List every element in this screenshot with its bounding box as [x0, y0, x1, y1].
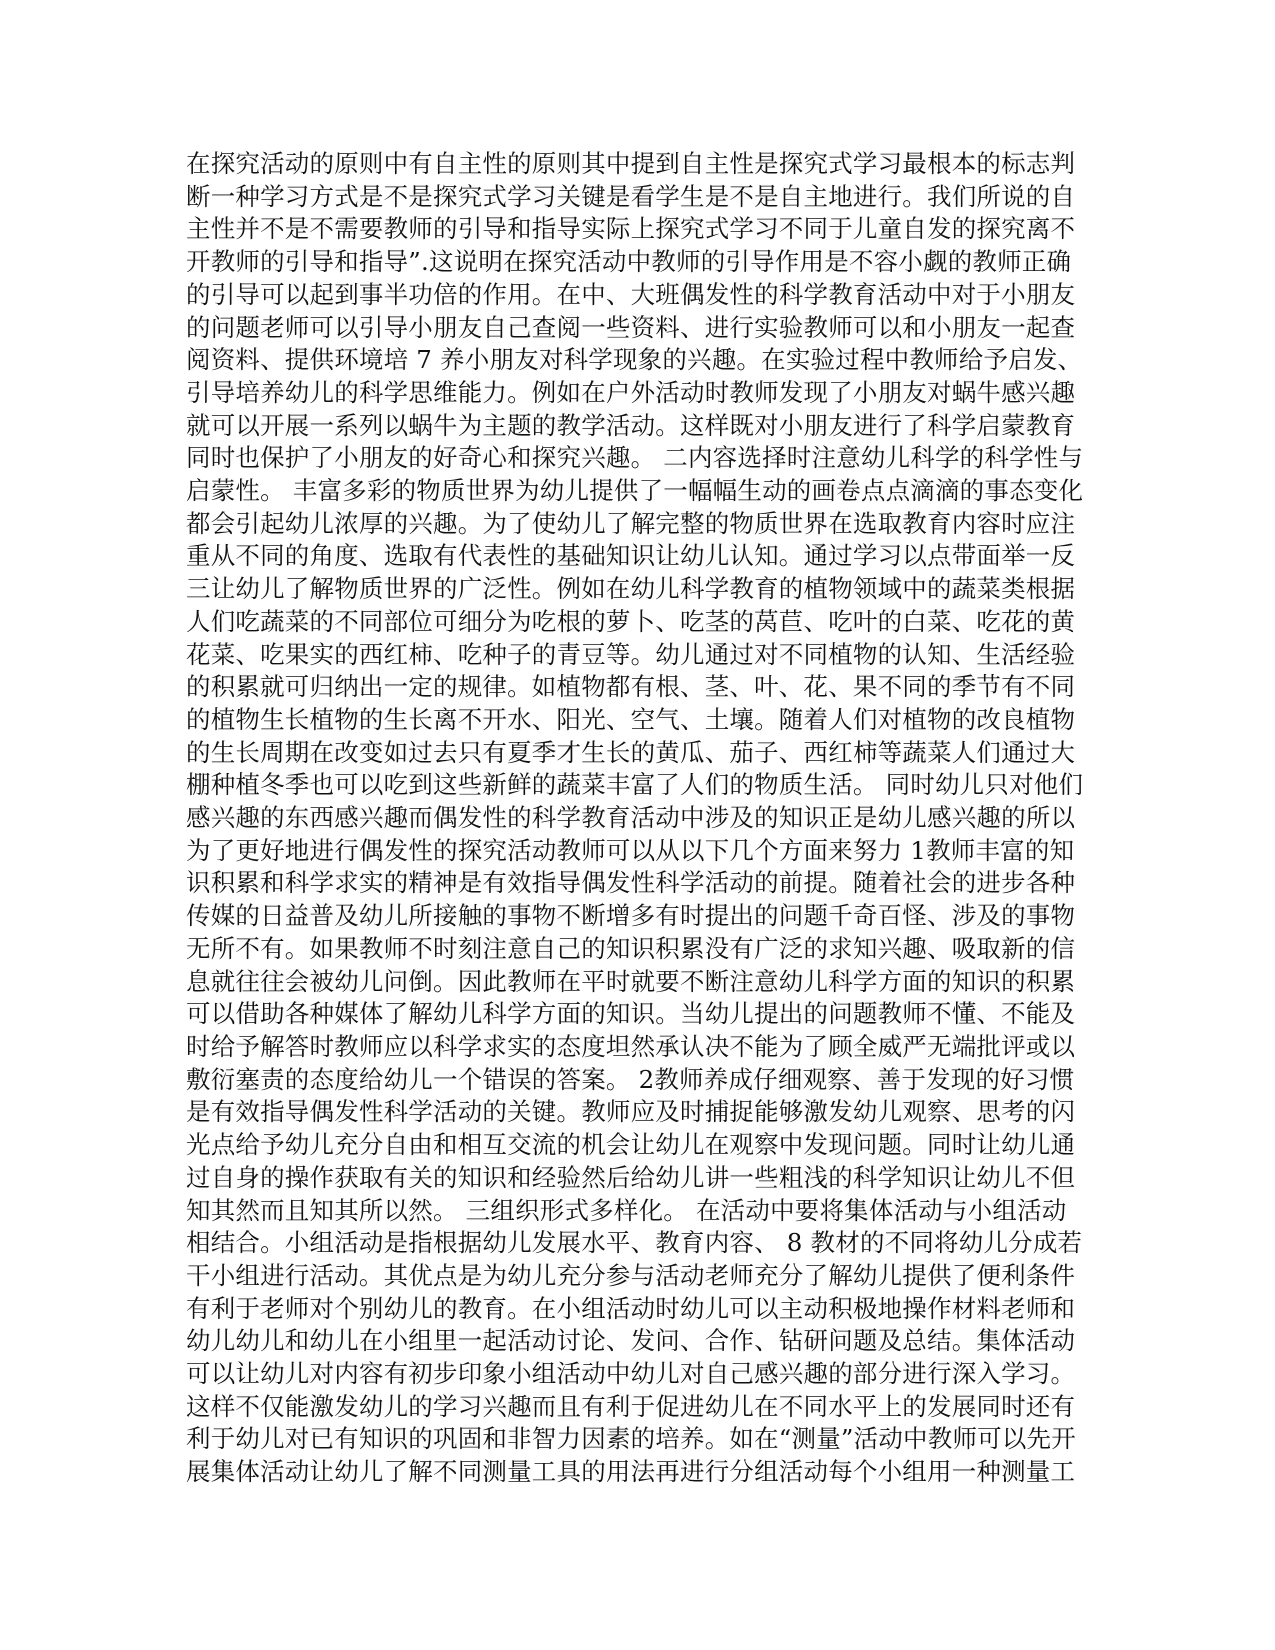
text-line: 引导培养幼儿的科学思维能力。例如在户外活动时教师发现了小朋友对蜗牛感兴趣 — [186, 377, 1076, 407]
text-line: 展集体活动让幼儿了解不同测量工具的用法再进行分组活动每个小组用一种测量工 — [186, 1457, 1076, 1487]
text-line: 是有效指导偶发性科学活动的关键。教师应及时捕捉能够激发幼儿观察、思考的闪 — [186, 1097, 1076, 1127]
text-line: 都会引起幼儿浓厚的兴趣。为了使幼儿了解完整的物质世界在选取教育内容时应注 — [186, 508, 1076, 538]
text-line: 就可以开展一系列以蜗牛为主题的教学活动。这样既对小朋友进行了科学启蒙教育 — [186, 410, 1076, 440]
text-line: 花菜、吃果实的西红柿、吃种子的青豆等。幼儿通过对不同植物的认知、生活经验 — [186, 639, 1076, 669]
text-line: 可以借助各种媒体了解幼儿科学方面的知识。当幼儿提出的问题教师不懂、不能及 — [186, 999, 1076, 1029]
text-line: 可以让幼儿对内容有初步印象小组活动中幼儿对自己感兴趣的部分进行深入学习。 — [186, 1359, 1076, 1389]
text-line: 识积累和科学求实的精神是有效指导偶发性科学活动的前提。随着社会的进步各种 — [186, 868, 1076, 898]
text-line: 棚种植冬季也可以吃到这些新鲜的蔬菜丰富了人们的物质生活。 同时幼儿只对他们 — [186, 770, 1084, 800]
text-line: 息就往往会被幼儿问倒。因此教师在平时就要不断注意幼儿科学方面的知识的积累 — [186, 966, 1076, 996]
text-line: 感兴趣的东西感兴趣而偶发性的科学教育活动中涉及的知识正是幼儿感兴趣的所以 — [186, 803, 1076, 833]
text-line: 过自身的操作获取有关的知识和经验然后给幼儿讲一些粗浅的科学知识让幼儿不但 — [186, 1162, 1076, 1192]
text-line: 有利于老师对个别幼儿的教育。在小组活动时幼儿可以主动积极地操作材料老师和 — [186, 1293, 1076, 1323]
text-line: 在探究活动的原则中有自主性的原则其中提到自主性是探究式学习最根本的标志判 — [186, 149, 1076, 178]
text-line: 干小组进行活动。其优点是为幼儿充分参与活动老师充分了解幼儿提供了便利条件 — [186, 1260, 1076, 1290]
text-line: 的生长周期在改变如过去只有夏季才生长的黄瓜、茄子、西红柿等蔬菜人们通过大 — [186, 737, 1076, 767]
text-line: 这样不仅能激发幼儿的学习兴趣而且有利于促进幼儿在不同水平上的发展同时还有 — [186, 1391, 1076, 1421]
text-line: 知其然而且知其所以然。 三组织形式多样化。 在活动中要将集体活动与小组活动 — [186, 1195, 1067, 1225]
text-line: 时给予解答时教师应以科学求实的态度坦然承认决不能为了顾全威严无端批评或以 — [186, 1031, 1076, 1061]
text-line: 人们吃蔬菜的不同部位可细分为吃根的萝卜、吃茎的莴苣、吃叶的白菜、吃花的黄 — [186, 606, 1076, 636]
text-line: 的问题老师可以引导小朋友自己查阅一些资料、进行实验教师可以和小朋友一起查 — [186, 312, 1076, 342]
text-line: 利于幼儿对已有知识的巩固和非智力因素的培养。如在“测量”活动中教师可以先开 — [186, 1424, 1076, 1454]
text-line: 无所不有。如果教师不时刻注意自己的知识积累没有广泛的求知兴趣、吸取新的信 — [186, 933, 1076, 963]
text-line: 相结合。小组活动是指根据幼儿发展水平、教育内容、 8 教材的不同将幼儿分成若 — [186, 1228, 1083, 1258]
text-line: 启蒙性。 丰富多彩的物质世界为幼儿提供了一幅幅生动的画卷点点滴滴的事态变化 — [186, 476, 1084, 506]
text-line: 光点给予幼儿充分自由和相互交流的机会让幼儿在观察中发现问题。同时让幼儿通 — [186, 1130, 1076, 1160]
text-line: 为了更好地进行偶发性的探究活动教师可以从以下几个方面来努力 1教师丰富的知 — [186, 835, 1075, 865]
text-line: 阅资料、提供环境培 7 养小朋友对科学现象的兴趣。在实验过程中教师给予启发、 — [186, 345, 1083, 375]
text-line: 开教师的引导和指导”.这说明在探究活动中教师的引导作用是不容小觑的教师正确 — [186, 247, 1072, 277]
text-line: 重从不同的角度、选取有代表性的基础知识让幼儿认知。通过学习以点带面举一反 — [186, 541, 1076, 571]
text-line: 幼儿幼儿和幼儿在小组里一起活动讨论、发问、合作、钻研问题及总结。集体活动 — [186, 1326, 1076, 1356]
text-line: 敷衍塞责的态度给幼儿一个错误的答案。 2教师养成仔细观察、善于发现的好习惯 — [186, 1064, 1075, 1094]
text-line: 断一种学习方式是不是探究式学习关键是看学生是不是自主地进行。我们所说的自 — [186, 181, 1076, 211]
text-line: 同时也保护了小朋友的好奇心和探究兴趣。 二内容选择时注意幼儿科学的科学性与 — [186, 443, 1084, 473]
text-line: 传媒的日益普及幼儿所接触的事物不断增多有时提出的问题千奇百怪、涉及的事物 — [186, 901, 1076, 931]
text-line: 三让幼儿了解物质世界的广泛性。例如在幼儿科学教育的植物领域中的蔬菜类根据 — [186, 574, 1076, 604]
text-line: 的引导可以起到事半功倍的作用。在中、大班偶发性的科学教育活动中对于小朋友 — [186, 279, 1076, 309]
body-text — [186, 148, 1086, 1489]
text-line: 的植物生长植物的生长离不开水、阳光、空气、土壤。随着人们对植物的改良植物 — [186, 704, 1076, 734]
text-line: 的积累就可归纳出一定的规律。如植物都有根、茎、叶、花、果不同的季节有不同 — [186, 672, 1076, 702]
text-line: 主性并不是不需要教师的引导和指导实际上探究式学习不同于儿童自发的探究离不 — [186, 214, 1076, 244]
